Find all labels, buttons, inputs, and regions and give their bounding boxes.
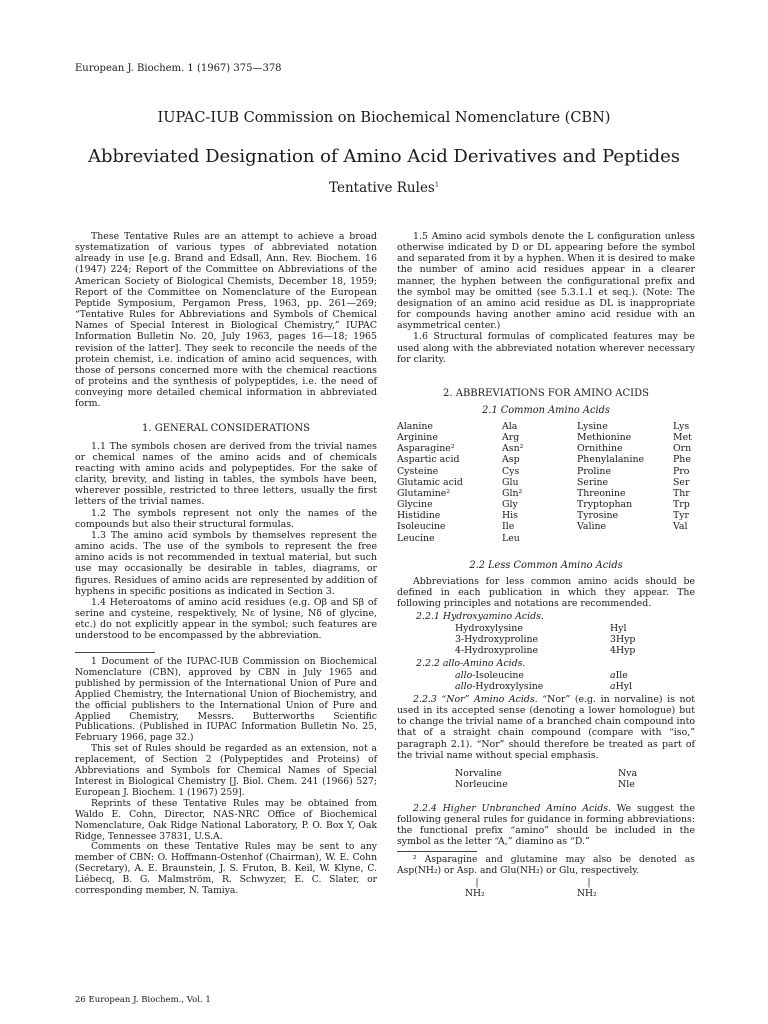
- common-amino-acids-table-right: [577, 421, 698, 533]
- subsection-2-2: 2.2 Less Common Amino Acids: [469, 560, 623, 571]
- intro-paragraph: These Tentative Rules are an attempt to achieve a broad systematization of various types of abbreviated notation already in use [e.g. Brand and Edsall, Ann. Rev. Biochem. 16 (1947) 224; Report of the Committee on Abbreviations of the American Society of Biological Chemists, December 18, 1959; Report of the Committee on Nomenclature of the European Peptide Symposium, Pergamon Press, 1963, pp. 261—269; “Tentative Rules for Abbreviations and Symbols of Chemical Names of Special Interest in Biological Chemistry,” IUPAC Information Bulletin No. 20, July 1963, pages 16—18; 1965 revision of the latter]. They seek to reconcile the needs of the protein chemist, i.e. indication of amino acid sequences, with those of persons concerned more with the chemical reactions of proteins and the synthesis of polypeptides, i.e. the need of conveying more detailed chemical information in abbreviated form.: [75, 231, 377, 410]
- amino-acid-symbol: [610, 681, 650, 692]
- amino-acid-name: Methionine: [577, 432, 632, 444]
- paragraph-1-4: 1.4 Heteroatoms of amino acid residues (e.g. Oβ and Sβ of serine and cysteine, respektively, Nε of lysine, Nδ of glycine, etc.) do not explicitly appear in the symbol; such features are understood to be encompassed by the abbreviation.: [75, 596, 377, 642]
- footnote-1-reprints: Reprints of these Tentative Rules may be obtained from Waldo E. Cohn, Director, NAS-NRC Office of Biochemical Nomenclature, Oak Ridge National Laboratory, P. O. Box Y, Oak Ridge, Tennessee 37831, U.S.A.: [75, 797, 377, 842]
- amino-acid-row: [577, 521, 698, 532]
- amino-acid-symbol-text: Ile: [615, 670, 628, 681]
- subtitle-text: Tentative Rules: [329, 180, 435, 196]
- amino-acid-row: [577, 499, 698, 510]
- nor-amino-acid-row: [455, 768, 658, 779]
- footnote-2-text: ² Asparagine and glutamine may also be denoted as Asp(NH₂) or Asp. and Glu(NH₂) or Glu, respectively.: [397, 854, 695, 876]
- amino-acid-symbol: Glu: [502, 476, 519, 488]
- amino-acid-name: Alanine: [397, 421, 433, 432]
- amino-acid-symbol-text: Hyl: [615, 681, 633, 693]
- footnote-divider-right: [397, 851, 477, 852]
- amino-acid-row: [397, 510, 562, 521]
- amino-acid-symbol: Lys: [673, 421, 690, 432]
- section1-heading: 1. GENERAL CONSIDERATIONS: [142, 422, 310, 434]
- amino-acid-name: Asparagine²: [397, 443, 455, 455]
- allo-amino-acid-row: [455, 670, 650, 681]
- amino-acid-symbol: Asn²: [502, 443, 524, 455]
- paragraph-2-2-3-text: “Nor” (e.g. in norvaline) is not used in its accepted sense (denoting a lower homologue) but to change the trivial name of a branched chain compound into that of a straight chain compound (compare with “iso,” paragraph 2.1). “Nor” should therefore be treated as part of the trivial name without special emphasis.: [397, 694, 695, 761]
- nh2-stem-2: |: [587, 878, 591, 888]
- amino-acid-name: Ornithine: [577, 443, 623, 455]
- amino-acid-symbol: Ala: [502, 421, 518, 432]
- amino-acid-row: [397, 443, 562, 454]
- amino-acid-name: Leucine: [397, 532, 435, 544]
- amino-acid-row: [577, 510, 698, 521]
- amino-acid-name: Arginine: [397, 432, 438, 444]
- amino-acid-symbol: Hyl: [610, 623, 627, 634]
- heading-2-2-3: 2.2.3 “Nor” Amino Acids.: [413, 694, 538, 705]
- amino-acid-symbol: Phe: [673, 454, 691, 466]
- hydroxy-table: [455, 623, 650, 656]
- amino-acid-name: Glutamic acid: [397, 476, 463, 488]
- amino-acid-name: Phenylalanine: [577, 454, 645, 466]
- nh2-label-1: NH₂: [465, 888, 485, 899]
- paragraph-2-2-4: [397, 803, 695, 848]
- amino-acid-row: [397, 466, 562, 477]
- paragraph-1-1: 1.1 The symbols chosen are derived from the trivial names or chemical names of the amino acids and of chemicals reacting with amino acids and polypeptides. For the sake of clarity, brevity, and listing in tables, the symbols have been, wherever possible, restricted to three letters, usually the first letters of the trivial names.: [75, 440, 377, 508]
- amino-acid-name-text: -Hydroxylysine: [472, 681, 544, 693]
- amino-acid-name: Norvaline: [455, 768, 502, 779]
- amino-acid-name-text: -Isoleucine: [472, 670, 524, 681]
- subsection-2-1: 2.1 Common Amino Acids: [482, 405, 610, 416]
- page-title: Abbreviated Designation of Amino Acid Derivatives and Peptides: [88, 146, 680, 167]
- page-footer: 26 European J. Biochem., Vol. 1: [75, 995, 211, 1005]
- allo-symbol-prefix: a: [610, 681, 616, 693]
- paragraph-2-2-4-text: We suggest the following general rules for guidance in forming abbreviations: the functional prefix “amino” should be included in the symbol as the letter “A,” diamino as “D.”: [397, 803, 696, 848]
- amino-acid-name: Norleucine: [455, 779, 508, 791]
- amino-acid-row: [577, 488, 698, 499]
- nor-table: [455, 768, 658, 790]
- allo-symbol-prefix: a: [610, 670, 616, 681]
- common-amino-acids-table-left: [397, 421, 562, 544]
- amino-acid-name: 4-Hydroxyproline: [455, 645, 539, 657]
- heading-2-2-1: 2.2.1 Hydroxyamino Acids.: [416, 611, 544, 622]
- amino-acid-row: [397, 521, 562, 532]
- subtitle-footnote-mark: 1: [434, 180, 439, 189]
- amino-acid-symbol: Thr: [673, 487, 690, 499]
- amino-acid-name: Glutamine²: [397, 487, 451, 499]
- allo-amino-acid-row: [455, 681, 650, 692]
- nor-amino-acid-row: [455, 779, 658, 790]
- amino-acid-row: [397, 421, 562, 432]
- paragraph-1-2: 1.2 The symbols represent not only the names of the compounds but also their structural formulas.: [75, 507, 377, 530]
- amino-acid-symbol: 4Hyp: [610, 645, 636, 657]
- amino-acid-row: [397, 432, 562, 443]
- footnote-2: [397, 855, 695, 877]
- amino-acid-row: [577, 454, 698, 465]
- amino-acid-symbol: Arg: [502, 432, 520, 444]
- allo-prefix: allo: [455, 670, 473, 681]
- amino-acid-name: Proline: [577, 465, 612, 477]
- hydroxyamino-acid-row: [455, 645, 650, 656]
- paragraph-1-5: 1.5 Amino acid symbols denote the L configuration unless otherwise indicated by D or DL appearing before the symbol and separated from it by a hyphen. When it is desired to make the number of amino acid residues appear in a clearer manner, the hyphen between the configurational prefix and the symbol may be omitted (see 5.3.1.1 et seq.). (Note: The designation of an amino acid residue as DL is inappropriate for compounds having another amino acid residue with an asymmetrical center.): [397, 231, 695, 332]
- amino-acid-symbol: Ser: [673, 476, 690, 488]
- paragraph-2-2: [397, 576, 695, 609]
- footnote-1: 1 Document of the IUPAC-IUB Commission on Biochemical Nomenclature (CBN), approved by CBN in July 1965 and published by permission of the International Union of Pure and Applied Chemistry, the International Union of Biochemistry, and the official publishers to the International Union of Pure and Applied Chemistry, Messrs. Butterworths Scientific Publications. (Published in IUPAC Information Bulletin No. 25, February 1966, page 32.): [75, 656, 377, 744]
- left-footnotes: [75, 657, 377, 897]
- amino-acid-symbol: Nva: [618, 768, 638, 779]
- amino-acid-name: Serine: [577, 476, 609, 488]
- amino-acid-symbol: [610, 670, 650, 681]
- allo-table: [455, 670, 650, 692]
- amino-acid-name: Cysteine: [397, 465, 439, 477]
- amino-acid-name: Tryptophan: [577, 499, 633, 511]
- amino-acid-name: Aspartic acid: [397, 454, 460, 466]
- amino-acid-row: [397, 488, 562, 499]
- paragraph-1-3: 1.3 The amino acid symbols by themselves represent the amino acids. The use of the symbols to represent the free amino acids is not recommended in textual material, but such use may occasionally be desirable in tables, diagrams, or figures. Residues of amino acids are represented by addition of hyphens in specific positions as indicated in Section 3.: [75, 529, 377, 597]
- amino-acid-row: [577, 443, 698, 454]
- amino-acid-row: [397, 499, 562, 510]
- amino-acid-symbol: Asp: [502, 454, 520, 466]
- amino-acid-row: [397, 533, 562, 544]
- paragraph-2-2-3: [397, 694, 695, 761]
- amino-acid-symbol: Trp: [673, 499, 690, 511]
- amino-acid-name: 3-Hydroxyproline: [455, 634, 539, 646]
- amino-acid-symbol: Val: [673, 521, 688, 533]
- amino-acid-name: [455, 670, 610, 681]
- section2-heading: 2. ABBREVIATIONS FOR AMINO ACIDS: [443, 388, 649, 399]
- amino-acid-row: [397, 454, 562, 465]
- amino-acid-symbol: Gln²: [502, 487, 523, 499]
- amino-acid-name: [455, 681, 610, 692]
- amino-acid-row: [577, 466, 698, 477]
- amino-acid-name: Threonine: [577, 487, 626, 499]
- amino-acid-row: [577, 432, 698, 443]
- footnote-divider: [75, 652, 155, 653]
- allo-prefix: allo: [455, 681, 473, 693]
- heading-2-2-2: 2.2.2 allo-Amino Acids.: [416, 658, 526, 669]
- amino-acid-name: Lysine: [577, 421, 608, 432]
- amino-acid-symbol: His: [502, 510, 518, 522]
- amino-acid-name: Hydroxylysine: [455, 623, 523, 634]
- amino-acid-symbol: Ile: [502, 521, 515, 533]
- journal-citation: European J. Biochem. 1 (1967) 375—378: [75, 63, 282, 74]
- amino-acid-symbol: Tyr: [673, 510, 690, 522]
- left-column: [75, 231, 377, 641]
- footnote-1-comments: Comments on these Tentative Rules may be sent to any member of CBN: O. Hoffmann-Ostenhof (Chairman), W. E. Cohn (Secretary), A. E. Braunstein, J. S. Fruton, B. Keil, W. Klyne, C. Liébecq, B. G. Malmström, R. Schwyzer, E. C. Slater, or corresponding member, N. Tamiya.: [75, 841, 377, 897]
- amino-acid-row: [397, 477, 562, 488]
- hydroxyamino-acid-row: [455, 634, 650, 645]
- amino-acid-row: [577, 421, 698, 432]
- amino-acid-symbol: Cys: [502, 465, 520, 477]
- amino-acid-symbol: Nle: [618, 779, 635, 791]
- amino-acid-symbol: 3Hyp: [610, 634, 636, 646]
- paragraph-2-2-text: Abbreviations for less common amino acids should be defined in each publication in which they appear. The following principles and notations are recommended.: [397, 576, 695, 610]
- amino-acid-name: Valine: [577, 521, 607, 533]
- amino-acid-symbol: Pro: [673, 465, 690, 477]
- commission-heading: IUPAC-IUB Commission on Biochemical Nomenclature (CBN): [157, 110, 611, 126]
- paragraph-1-6: 1.6 Structural formulas of complicated features may be used along with the abbreviated notation wherever necessary for clarity.: [397, 331, 695, 365]
- heading-2-2-4: 2.2.4 Higher Unbranched Amino Acids.: [413, 803, 612, 814]
- amino-acid-name: Tyrosine: [577, 510, 619, 522]
- right-column: [397, 231, 695, 365]
- hydroxyamino-acid-row: [455, 623, 650, 634]
- amino-acid-name: Isoleucine: [397, 521, 446, 533]
- nh2-label-2: NH₂: [577, 888, 597, 899]
- amino-acid-symbol: Orn: [673, 443, 692, 455]
- page-subtitle: [0, 180, 768, 196]
- footnote-1-extension: This set of Rules should be regarded as an extension, not a replacement, of Section 2 (Polypeptides and Proteins) of Abbreviations and Symbols for Chemical Names of Special Interest in Biological Chemistry [J. Biol. Chem. 241 (1966) 527; European J. Biochem. 1 (1967) 259].: [75, 743, 377, 798]
- amino-acid-symbol: Gly: [502, 499, 518, 511]
- amino-acid-row: [577, 477, 698, 488]
- amino-acid-name: Glycine: [397, 499, 433, 511]
- amino-acid-symbol: Met: [673, 432, 692, 444]
- amino-acid-name: Histidine: [397, 510, 441, 522]
- nh2-stem-1: |: [475, 878, 479, 888]
- amino-acid-symbol: Leu: [502, 532, 520, 544]
